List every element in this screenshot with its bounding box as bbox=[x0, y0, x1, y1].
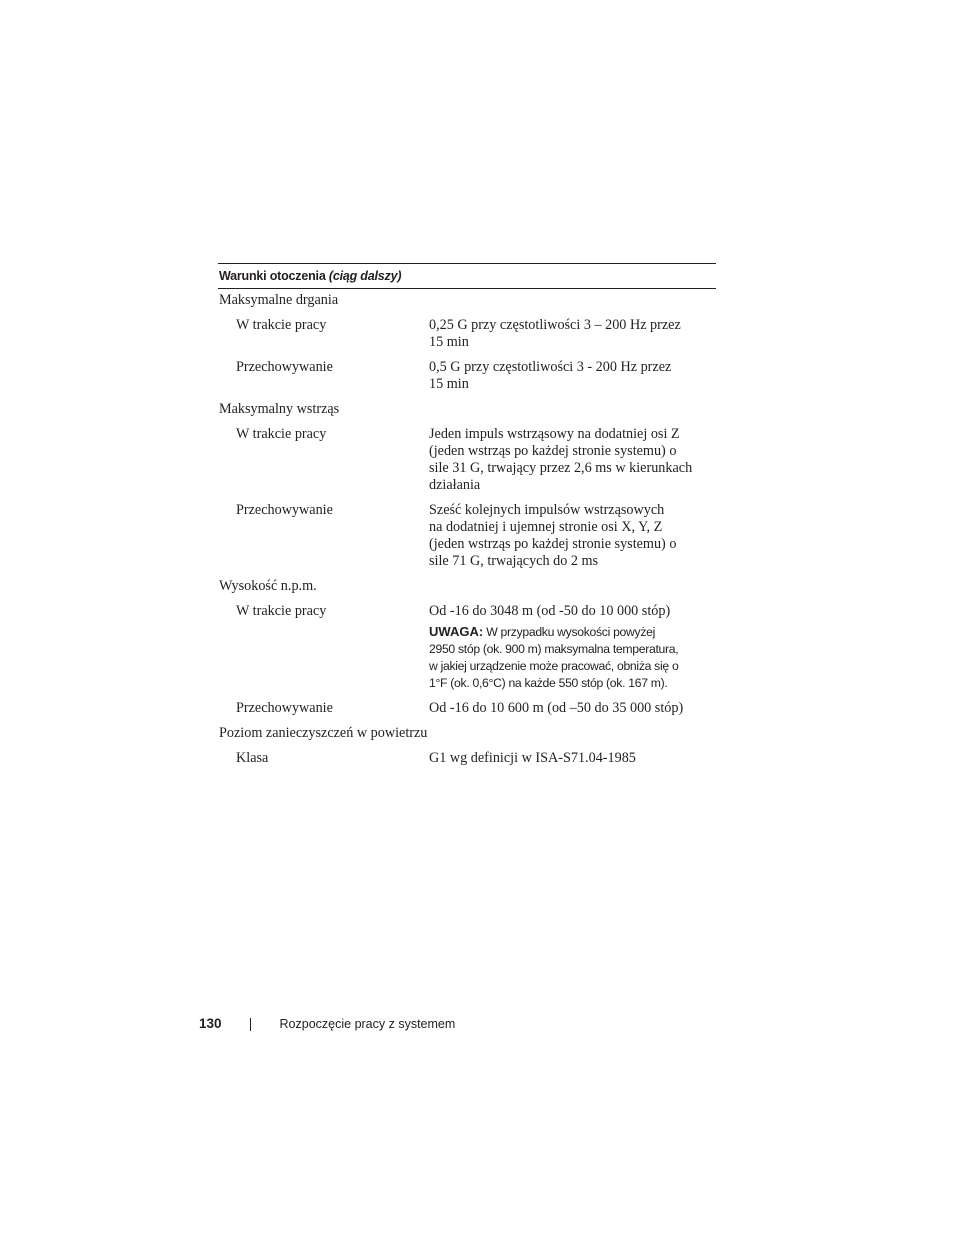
value-line: Sześć kolejnych impulsów wstrząsowych bbox=[429, 502, 665, 518]
table-header-rule bbox=[218, 288, 716, 289]
note-line: 2950 stóp (ok. 900 m) maksymalna temperatura, bbox=[429, 642, 679, 656]
table-title-continued: (ciąg dalszy) bbox=[328, 269, 402, 283]
value-line: sile 71 G, trwających do 2 ms bbox=[429, 553, 599, 569]
section-label: Maksymalne drgania bbox=[219, 292, 339, 308]
value-line: (jeden wstrząs po każdej stronie systemu) o bbox=[429, 443, 677, 459]
row-label: Przechowywanie bbox=[236, 502, 333, 518]
page-number: 130 bbox=[199, 1016, 222, 1031]
table-row bbox=[218, 502, 716, 570]
row-label: Przechowywanie bbox=[236, 359, 333, 375]
value-line: na dodatniej i ujemnej stronie osi X, Y, Z bbox=[429, 519, 663, 535]
section-airborne-contaminants bbox=[218, 725, 716, 742]
note-block bbox=[429, 623, 699, 692]
value-line: G1 wg definicji w ISA-S71.04-1985 bbox=[429, 750, 636, 766]
note-label: UWAGA: bbox=[429, 624, 484, 639]
value-line: Od -16 do 10 600 m (od –50 do 35 000 stóp) bbox=[429, 700, 684, 716]
note-text: W przypadku wysokości powyżej bbox=[483, 625, 656, 639]
note-line: 1°F (ok. 0,6°C) na każde 550 stóp (ok. 167 m). bbox=[429, 676, 668, 690]
table-row bbox=[218, 359, 716, 393]
section-label: Wysokość n.p.m. bbox=[219, 578, 317, 594]
chapter-title: Rozpoczęcie pracy z systemem bbox=[279, 1017, 456, 1031]
section-label: Maksymalny wstrząs bbox=[219, 401, 340, 417]
section-altitude bbox=[218, 578, 716, 595]
value-line: sile 31 G, trwający przez 2,6 ms w kierunkach bbox=[429, 460, 693, 476]
row-label: W trakcie pracy bbox=[236, 317, 327, 333]
value-line: 0,25 G przy częstotliwości 3 – 200 Hz przez bbox=[429, 317, 681, 333]
value-line: działania bbox=[429, 477, 481, 493]
value-line: Od -16 do 3048 m (od -50 do 10 000 stóp) bbox=[429, 603, 671, 619]
value-line: 0,5 G przy częstotliwości 3 - 200 Hz przez bbox=[429, 359, 672, 375]
table-row bbox=[218, 750, 716, 767]
row-value bbox=[429, 750, 699, 767]
table-title: Warunki otoczenia bbox=[219, 269, 326, 283]
table-header bbox=[218, 264, 716, 288]
row-value bbox=[429, 426, 699, 494]
row-value bbox=[429, 603, 699, 692]
table-row bbox=[218, 317, 716, 351]
row-value bbox=[429, 700, 699, 717]
value-line: (jeden wstrząs po każdej stronie systemu) o bbox=[429, 536, 677, 552]
row-label: Klasa bbox=[236, 750, 269, 766]
page-footer bbox=[199, 1015, 455, 1033]
value-line: Jeden impuls wstrząsowy na dodatniej osi Z bbox=[429, 426, 680, 442]
environment-spec-table bbox=[218, 263, 716, 767]
row-value bbox=[429, 317, 699, 351]
section-shock bbox=[218, 401, 716, 418]
section-label: Poziom zanieczyszczeń w powietrzu bbox=[219, 725, 428, 741]
row-value bbox=[429, 359, 699, 393]
row-label: W trakcie pracy bbox=[236, 426, 327, 442]
table-row bbox=[218, 603, 716, 692]
value-line: 15 min bbox=[429, 334, 469, 350]
row-label: Przechowywanie bbox=[236, 700, 333, 716]
row-label: W trakcie pracy bbox=[236, 603, 327, 619]
note-line: w jakiej urządzenie może pracować, obniża się o bbox=[429, 659, 679, 673]
table-row bbox=[218, 426, 716, 494]
note-line bbox=[429, 623, 699, 641]
section-vibration bbox=[218, 292, 716, 309]
value-line: 15 min bbox=[429, 376, 469, 392]
footer-divider bbox=[250, 1018, 251, 1031]
table-row bbox=[218, 700, 716, 717]
row-value bbox=[429, 502, 699, 570]
